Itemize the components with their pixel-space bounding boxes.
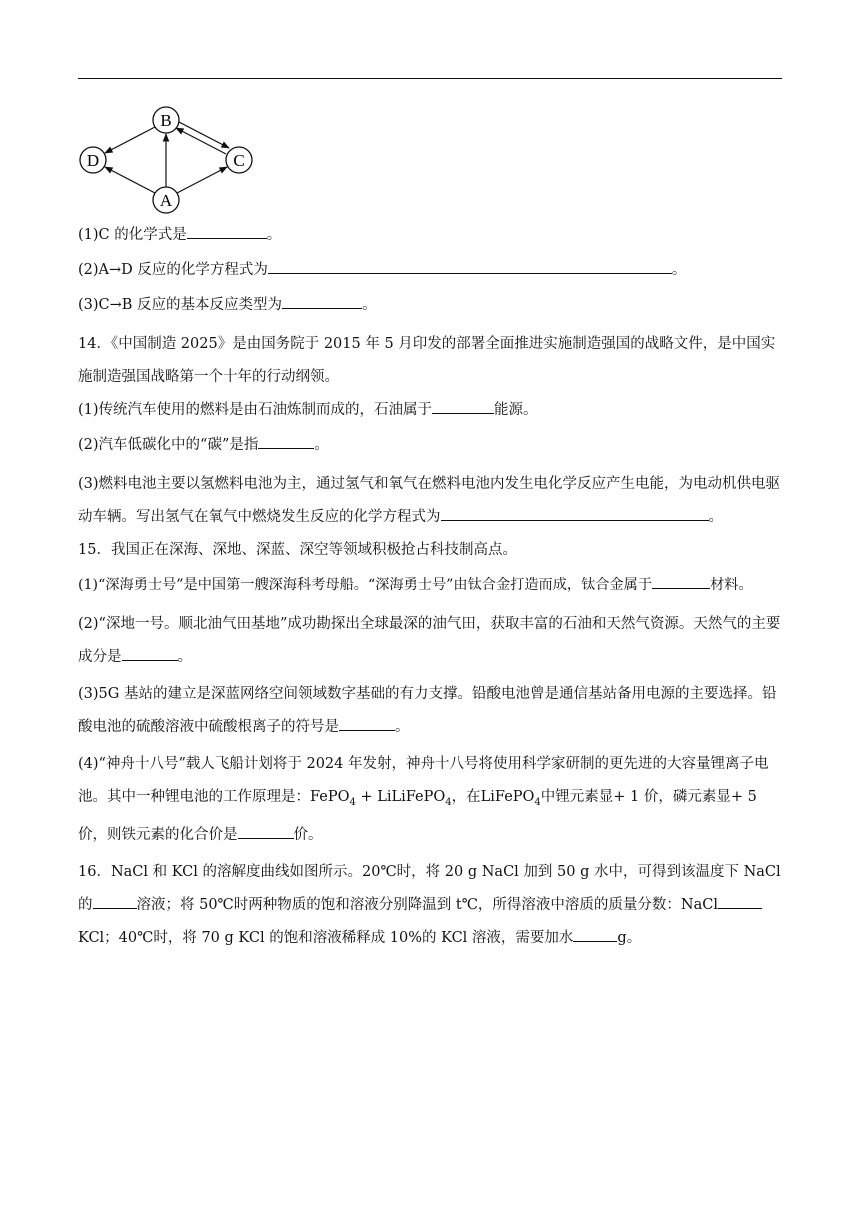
- q15-part1: (1)“深海勇士号”是中国第一艘深海科考母船。“深海勇士号”由钛合金打造而成，钛合金属于 材料。: [78, 573, 784, 598]
- reaction-diagram: [76, 104, 258, 216]
- answer-blank[interactable]: [93, 893, 137, 909]
- q14-part1: (1)传统汽车使用的燃料是由石油炼制而成的，石油属于 能源。: [78, 398, 784, 423]
- q16: 16．NaCl 和 KCl 的溶解度曲线如图所示。20℃时，将 20 g NaCl 加到 50 g 水中，可得到该温度下 NaCl 的 溶液；将 50℃时两种物质的饱和溶液分别降温到 t℃，所得溶液中溶质的质量分数：NaClKCl；40℃时，将 70 g KCl 的饱和溶液稀释成 10%的 KCl 溶液，需要加水 g。: [78, 863, 781, 946]
- node-d-label: D: [86, 151, 100, 170]
- node-a-label: A: [159, 191, 173, 210]
- arrow-a-to-d: [105, 167, 155, 193]
- answer-blank[interactable]: [441, 505, 709, 521]
- arrow-b-to-c: [179, 122, 229, 148]
- answer-blank[interactable]: [573, 926, 617, 942]
- answer-blank[interactable]: [187, 223, 267, 239]
- arrow-c-to-b: [176, 128, 226, 154]
- answer-blank[interactable]: [282, 293, 362, 309]
- answer-blank[interactable]: [122, 645, 178, 661]
- q13-part1: (1)C 的化学式是 。: [78, 223, 784, 248]
- answer-blank[interactable]: [718, 893, 762, 909]
- q13-part3: (3)C→B 反应的基本反应类型为 。: [78, 293, 784, 318]
- question-content: [78, 223, 784, 959]
- q14-part2: (2)汽车低碳化中的“碳”是指 。: [78, 433, 784, 458]
- header-rule: [78, 78, 782, 79]
- answer-blank[interactable]: [339, 715, 395, 731]
- answer-blank[interactable]: [432, 398, 494, 414]
- answer-blank[interactable]: [652, 573, 710, 589]
- q15-part2: (2)“深地一号。顺北油气田基地”成功勘探出全球最深的油气田，获取丰富的石油和天然气资源。天然气的主要成分是 。: [78, 616, 781, 665]
- q15-part4: (4)“神舟十八号”载人飞船计划将于 2024 年发射，神舟十八号将使用科学家研制的更先进的大容量锂离子电池。其中一种锂电池的工作原理是：FePO$_4$ + LiLiFePO$_4$，在LiFePO$_4$中锂元素显+ 1 价，磷元素显+ 5 价，则铁元素的化合价是 价。: [78, 756, 769, 843]
- q14-part3: (3)燃料电池主要以氢燃料电池为主，通过氢气和氧气在燃料电池内发生电化学反应产生电能，为电动机供电驱动车辆。写出氢气在氧气中燃烧发生反应的化学方程式为 。: [78, 476, 781, 525]
- answer-blank[interactable]: [258, 433, 314, 449]
- q15-intro: 15．我国正在深海、深地、深蓝、深空等领域积极抢占科技制高点。: [78, 542, 517, 558]
- answer-blank[interactable]: [268, 258, 672, 274]
- q15-part3: (3)5G 基站的建立是深蓝网络空间领域数字基础的有力支撑。铅酸电池曾是通信基站备用电源的主要选择。铅酸电池的硫酸溶液中硫酸根离子的符号是 。: [78, 686, 777, 735]
- answer-blank[interactable]: [238, 823, 294, 839]
- node-b-label: B: [160, 111, 172, 130]
- arrow-a-to-c: [177, 167, 227, 193]
- q13-part2: (2)A→D 反应的化学方程式为 。: [78, 258, 784, 283]
- q14-intro: 14．《中国制造 2025》是由国务院于 2015 年 5 月印发的部署全面推进实施制造强国的战略文件，是中国实施制造强国战略第一个十年的行动纲领。: [78, 336, 776, 385]
- arrow-b-to-d: [105, 127, 155, 153]
- node-c-label: C: [233, 151, 245, 170]
